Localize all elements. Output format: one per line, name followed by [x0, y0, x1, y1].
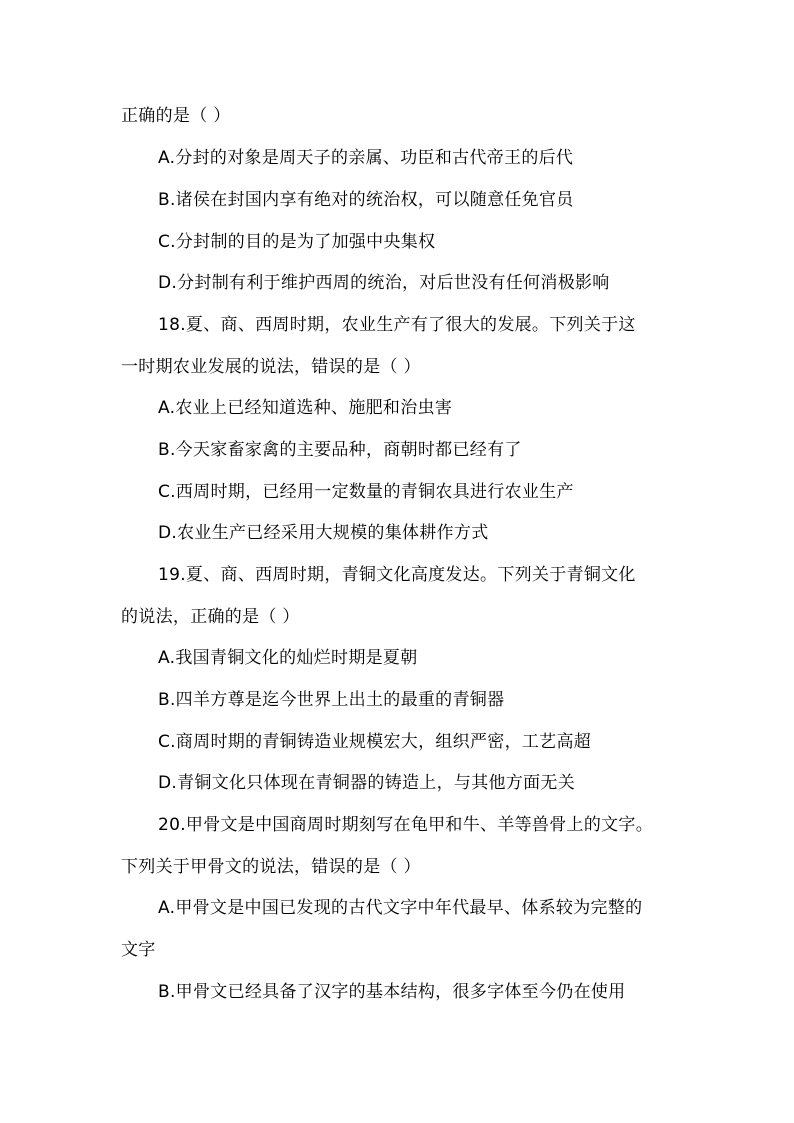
q19-option-c: C.商周时期的青铜铸造业规模宏大，组织严密，工艺高超	[158, 732, 592, 752]
q17-option-a: A.分封的对象是周天子的亲属、功臣和古代帝王的后代	[158, 148, 574, 168]
q19-stem-line-2: 的说法，正确的是（ ）	[121, 607, 300, 627]
q18-option-c: C.西周时期，已经用一定数量的青铜农具进行农业生产	[158, 482, 574, 502]
q19-option-d: D.青铜文化只体现在青铜器的铸造上，与其他方面无关	[158, 773, 575, 793]
q19-option-b: B.四羊方尊是迄今世界上出土的最重的青铜器	[158, 690, 505, 710]
q17-option-c: C.分封制的目的是为了加强中央集权	[158, 232, 436, 252]
q20-option-a-line-1: A.甲骨文是中国已发现的古代文字中年代最早、体系较为完整的	[158, 898, 643, 918]
q17-option-d: D.分封制有利于维护西周的统治，对后世没有任何消极影响	[158, 273, 610, 293]
q18-option-d: D.农业生产已经采用大规模的集体耕作方式	[158, 523, 489, 543]
q18-option-b: B.今天家畜家禽的主要品种，商朝时都已经有了	[158, 440, 522, 460]
q20-option-b: B.甲骨文已经具备了汉字的基本结构，很多字体至今仍在使用	[158, 982, 626, 1002]
q18-stem-line-1: 18.夏、商、西周时期，农业生产有了很大的发展。下列关于这	[158, 315, 636, 335]
q20-stem-line-1: 20.甲骨文是中国商周时期刻写在龟甲和牛、羊等兽骨上的文字。	[158, 815, 654, 835]
q19-stem-line-1: 19.夏、商、西周时期，青铜文化高度发达。下列关于青铜文化	[158, 565, 636, 585]
q20-option-a-line-2: 文字	[121, 940, 156, 960]
q18-option-a: A.农业上已经知道选种、施肥和治虫害	[158, 398, 453, 418]
q20-stem-line-2: 下列关于甲骨文的说法，错误的是（ ）	[121, 857, 421, 877]
q19-option-a: A.我国青铜文化的灿烂时期是夏朝	[158, 648, 418, 668]
q17-stem-continuation: 正确的是（ ）	[121, 106, 231, 126]
q18-stem-line-2: 一时期农业发展的说法，错误的是（ ）	[121, 357, 421, 377]
q17-option-b: B.诸侯在封国内享有绝对的统治权，可以随意任免官员	[158, 190, 574, 210]
